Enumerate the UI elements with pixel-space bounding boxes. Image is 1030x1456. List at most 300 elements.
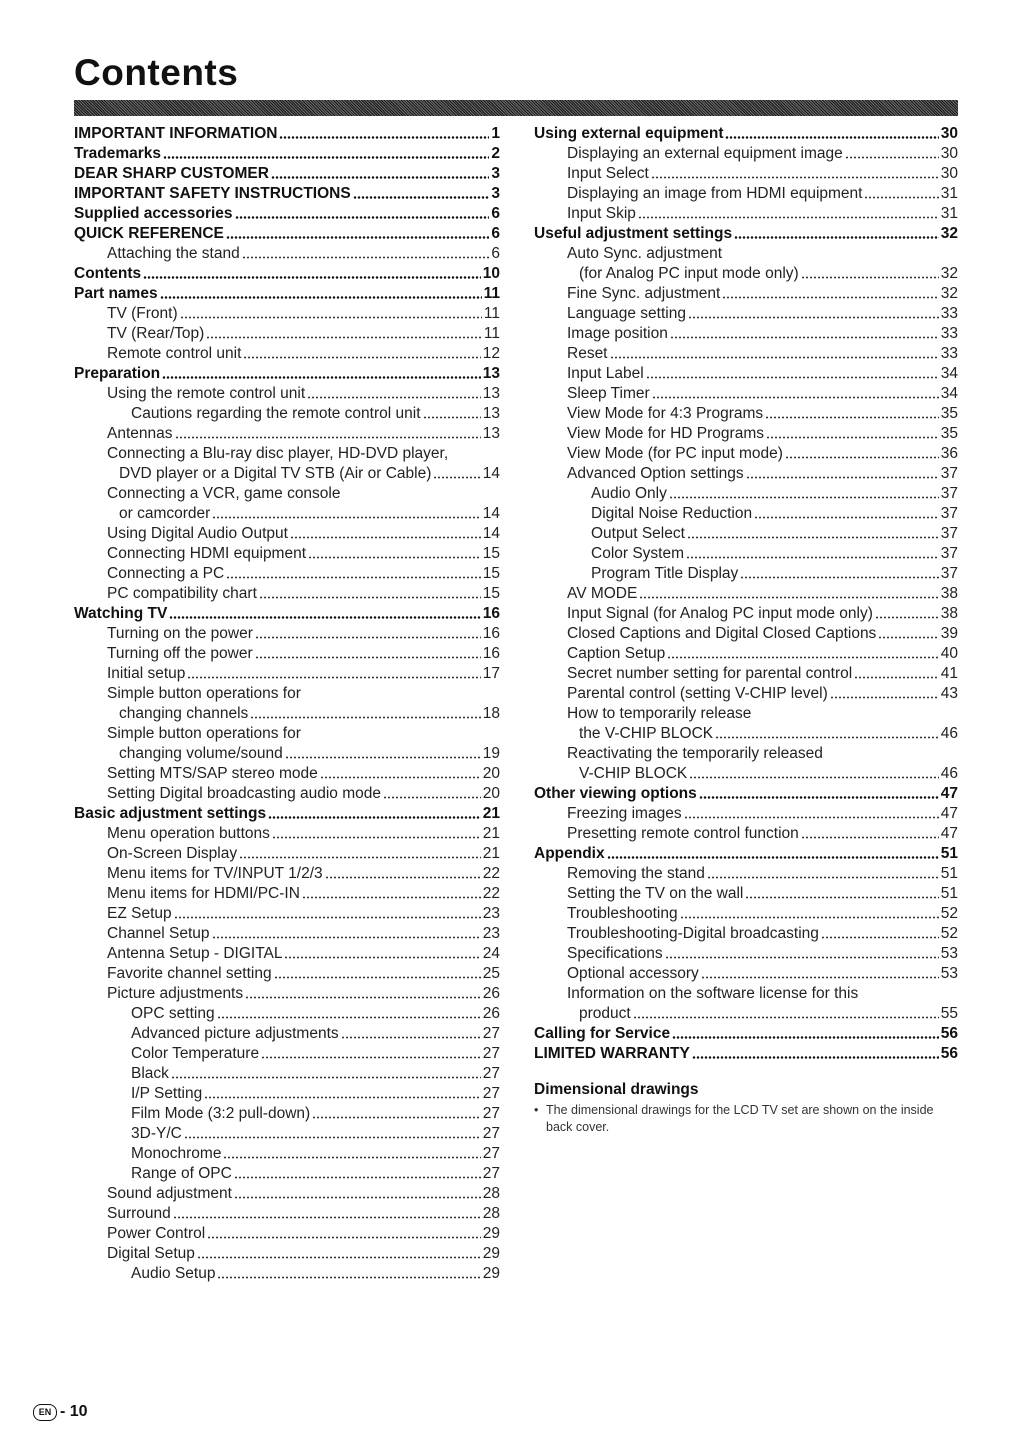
dot-leader [651, 176, 939, 179]
toc-entry-title: or camcorder [119, 505, 211, 522]
toc-entry-title: Digital Setup [107, 1245, 195, 1262]
toc-entry-page: 46 [940, 725, 958, 742]
toc-entry-title: Other viewing options [534, 785, 697, 802]
toc-subentry [534, 664, 958, 684]
dot-leader [160, 296, 482, 299]
toc-section-entry [74, 124, 500, 144]
toc-section-entry [74, 204, 500, 224]
toc-entry-title: Fine Sync. adjustment [567, 285, 721, 302]
toc-entry-title: Advanced Option settings [567, 465, 744, 482]
toc-subentry [534, 164, 958, 184]
toc-entry-page: 13 [482, 365, 500, 382]
title-rule-bar [74, 100, 958, 116]
toc-entry-title: Turning on the power [107, 625, 253, 642]
dot-leader [633, 1016, 939, 1019]
toc-subentry [74, 684, 500, 704]
toc-entry-page: 22 [482, 885, 500, 902]
dot-leader [854, 676, 939, 679]
toc-subentry [534, 424, 958, 444]
toc-entry-title: Color Temperature [131, 1045, 260, 1062]
toc-entry-page: 30 [940, 125, 958, 142]
toc-subentry [534, 744, 958, 764]
dot-leader [255, 636, 481, 639]
dot-leader [765, 416, 939, 419]
toc-entry-title: Program Title Display [591, 565, 739, 582]
toc-subentry [74, 1004, 500, 1024]
toc-entry-page: 27 [482, 1025, 500, 1042]
toc-entry-page: 37 [940, 485, 958, 502]
toc-entry-title: Using Digital Audio Output [107, 525, 288, 542]
toc-entry-page: 28 [482, 1185, 500, 1202]
toc-entry-title: Setting MTS/SAP stereo mode [107, 765, 318, 782]
dot-leader [689, 776, 938, 779]
toc-entry-page: 46 [940, 765, 958, 782]
toc-subentry [534, 184, 958, 204]
toc-entry-page: 47 [940, 825, 958, 842]
dot-leader [285, 756, 481, 759]
toc-entry-page: 21 [482, 825, 500, 842]
toc-entry-page: 43 [940, 685, 958, 702]
dot-leader [684, 816, 939, 819]
toc-section-entry [74, 264, 500, 284]
toc-entry-page: 23 [482, 925, 500, 942]
toc-entry-title: Input Label [567, 365, 644, 382]
toc-section-entry [74, 184, 500, 204]
toc-entry-page: 51 [940, 845, 958, 862]
dot-leader [801, 276, 939, 279]
toc-entry-page: 14 [482, 465, 500, 482]
toc-entry-page: 34 [940, 385, 958, 402]
toc-entry-page: 40 [940, 645, 958, 662]
toc-subentry [74, 344, 500, 364]
toc-entry-page: 29 [482, 1225, 500, 1242]
dot-leader [652, 396, 939, 399]
toc-entry-title: QUICK REFERENCE [74, 225, 224, 242]
dot-leader [680, 916, 939, 919]
toc-entry-page: 20 [482, 765, 500, 782]
toc-entry-title: Attaching the stand [107, 245, 240, 262]
toc-section-entry [534, 124, 958, 144]
toc-entry-page: 39 [940, 625, 958, 642]
toc-subentry [74, 984, 500, 1004]
toc-entry-title: Information on the software license for this [567, 985, 859, 1002]
dot-leader [670, 336, 939, 339]
toc-entry-page: 34 [940, 365, 958, 382]
toc-subentry [74, 404, 500, 424]
toc-entry-title: Secret number setting for parental control [567, 665, 853, 682]
toc-subentry [74, 1084, 500, 1104]
dot-leader [261, 1056, 481, 1059]
toc-entry-page: 19 [482, 745, 500, 762]
toc-subentry [534, 364, 958, 384]
toc-entry-title: IMPORTANT INFORMATION [74, 125, 278, 142]
toc-subentry [74, 1104, 500, 1124]
toc-entry-page: 3 [491, 165, 500, 182]
toc-entry-page: 27 [482, 1045, 500, 1062]
toc-entry-page: 51 [940, 865, 958, 882]
toc-entry-title: Initial setup [107, 665, 186, 682]
dot-leader [715, 736, 939, 739]
toc-entry-title: Menu items for TV/INPUT 1/2/3 [107, 865, 323, 882]
toc-section-entry [74, 164, 500, 184]
toc-subentry [534, 384, 958, 404]
dot-leader [234, 1176, 481, 1179]
dot-leader [197, 1256, 481, 1259]
dot-leader [272, 836, 481, 839]
toc-entry-title: On-Screen Display [107, 845, 238, 862]
toc-subentry [74, 784, 500, 804]
dot-leader [325, 876, 481, 879]
dot-leader [207, 1236, 481, 1239]
toc-subentry [534, 484, 958, 504]
toc-entry-title: Setting the TV on the wall [567, 885, 744, 902]
toc-subentry [74, 744, 500, 764]
toc-entry-page: 29 [482, 1265, 500, 1282]
toc-subentry [74, 484, 500, 504]
toc-entry-title: Using external equipment [534, 125, 724, 142]
dot-leader [243, 356, 480, 359]
toc-entry-page: 53 [940, 945, 958, 962]
toc-entry-title: Power Control [107, 1225, 206, 1242]
toc-subentry [74, 1044, 500, 1064]
toc-subentry [74, 1064, 500, 1084]
dot-leader [878, 636, 938, 639]
toc-entry-page: 3 [491, 185, 500, 202]
toc-entry-page: 16 [482, 645, 500, 662]
toc-entry-page: 28 [482, 1205, 500, 1222]
dot-leader [672, 1036, 939, 1039]
toc-entry-page: 38 [940, 605, 958, 622]
toc-entry-title: Appendix [534, 845, 605, 862]
toc-entry-title: Cautions regarding the remote control unit [131, 405, 421, 422]
toc-entry-title: View Mode (for PC input mode) [567, 445, 783, 462]
dot-leader [163, 156, 489, 159]
dot-leader [235, 216, 490, 219]
dot-leader [239, 856, 481, 859]
toc-entry-page: 15 [482, 565, 500, 582]
dot-leader [875, 616, 939, 619]
toc-section-entry [74, 224, 500, 244]
toc-entry-title: Audio Only [591, 485, 667, 502]
toc-subentry [74, 464, 500, 484]
toc-subentry [534, 204, 958, 224]
toc-entry-title: DEAR SHARP CUSTOMER [74, 165, 269, 182]
toc-subentry [534, 904, 958, 924]
toc-subentry [534, 584, 958, 604]
dot-leader [725, 136, 938, 139]
toc-entry-title: View Mode for 4:3 Programs [567, 405, 764, 422]
toc-entry-title: LIMITED WARRANTY [534, 1045, 690, 1062]
dot-leader [312, 1116, 481, 1119]
toc-entry-title: Preparation [74, 365, 161, 382]
dot-leader [173, 1216, 481, 1219]
toc-entry-page: 52 [940, 925, 958, 942]
toc-subentry [534, 564, 958, 584]
page-title: Contents [74, 52, 239, 93]
toc-subentry [74, 864, 500, 884]
dot-leader [234, 1196, 481, 1199]
toc-entry-title: Connecting a Blu-ray disc player, HD-DVD player, [107, 445, 449, 462]
toc-entry-page: 13 [482, 385, 500, 402]
toc-subentry [74, 244, 500, 264]
toc-subentry [74, 664, 500, 684]
dot-leader [845, 156, 939, 159]
toc-subentry [74, 1144, 500, 1164]
toc-subentry [534, 604, 958, 624]
toc-right-entries [534, 124, 958, 1064]
toc-subentry [74, 1244, 500, 1264]
toc-subentry [534, 504, 958, 524]
toc-entry-title: Turning off the power [107, 645, 253, 662]
toc-entry-title: Troubleshooting [567, 905, 678, 922]
dot-leader [175, 436, 481, 439]
toc-entry-page: 27 [482, 1125, 500, 1142]
dot-leader [302, 896, 481, 899]
dot-leader [290, 536, 481, 539]
dot-leader [686, 556, 939, 559]
toc-entry-page: 11 [483, 285, 500, 302]
toc-entry-title: IMPORTANT SAFETY INSTRUCTIONS [74, 185, 351, 202]
toc-subentry [74, 964, 500, 984]
toc-entry-title: Monochrome [131, 1145, 222, 1162]
toc-entry-page: 27 [482, 1065, 500, 1082]
toc-subentry [74, 1164, 500, 1184]
dot-leader [433, 476, 480, 479]
page-number: - 10 [60, 1403, 88, 1420]
toc-entry-title: changing volume/sound [119, 745, 283, 762]
toc-entry-title: Output Select [591, 525, 685, 542]
toc-section-entry [74, 364, 500, 384]
bullet-icon: • [534, 1103, 539, 1117]
toc-subentry [74, 904, 500, 924]
toc-entry-title: Remote control unit [107, 345, 242, 362]
toc-entry-page: 36 [940, 445, 958, 462]
dot-leader [180, 316, 482, 319]
dot-leader [766, 436, 939, 439]
toc-entry-page: 6 [491, 205, 500, 222]
toc-entry-title: Calling for Service [534, 1025, 671, 1042]
toc-entry-title: Surround [107, 1205, 171, 1222]
toc-entry-page: 26 [482, 985, 500, 1002]
toc-entry-title: Menu items for HDMI/PC-IN [107, 885, 300, 902]
toc-entry-title: Presetting remote control function [567, 825, 799, 842]
toc-entry-page: 14 [482, 505, 500, 522]
toc-subentry [534, 924, 958, 944]
toc-entry-page: 55 [940, 1005, 958, 1022]
dot-leader [204, 1096, 481, 1099]
toc-subentry [74, 644, 500, 664]
toc-entry-page: 27 [482, 1085, 500, 1102]
toc-entry-page: 30 [940, 145, 958, 162]
page-footer [33, 1403, 88, 1421]
toc-subentry [74, 944, 500, 964]
toc-subentry [534, 324, 958, 344]
toc-entry-title: Watching TV [74, 605, 168, 622]
toc-entry-title: How to temporarily release [567, 705, 752, 722]
toc-entry-title: changing channels [119, 705, 249, 722]
toc-entry-title: I/P Setting [131, 1085, 203, 1102]
toc-section-entry [74, 144, 500, 164]
toc-entry-page: 17 [482, 665, 500, 682]
toc-entry-page: 14 [482, 525, 500, 542]
toc-entry-title: Trademarks [74, 145, 162, 162]
toc-entry-page: 2 [491, 145, 500, 162]
dot-leader [169, 616, 480, 619]
dot-leader [665, 956, 939, 959]
toc-entry-title: Black [131, 1065, 169, 1082]
toc-subentry [534, 444, 958, 464]
dot-leader [274, 976, 481, 979]
toc-entry-title: Digital Noise Reduction [591, 505, 753, 522]
toc-entry-title: Contents [74, 265, 142, 282]
toc-entry-title: OPC setting [131, 1005, 215, 1022]
toc-entry-title: Antenna Setup - DIGITAL [107, 945, 283, 962]
dot-leader [821, 936, 939, 939]
toc-entry-title: the V-CHIP BLOCK [579, 725, 714, 742]
toc-entry-title: Supplied accessories [74, 205, 233, 222]
toc-entry-page: 15 [482, 545, 500, 562]
dot-leader [242, 256, 490, 259]
toc-entry-page: 35 [940, 425, 958, 442]
toc-section-entry [74, 604, 500, 624]
toc-entry-page: 37 [940, 565, 958, 582]
toc-entry-title: Simple button operations for [107, 725, 301, 742]
dot-leader [174, 916, 481, 919]
toc-subentry [74, 544, 500, 564]
toc-entry-title: Specifications [567, 945, 663, 962]
toc-entry-page: 37 [940, 505, 958, 522]
toc-subentry [534, 704, 958, 724]
toc-section-entry [534, 224, 958, 244]
toc-entry-page: 56 [940, 1045, 958, 1062]
dot-leader [245, 996, 481, 999]
toc-subentry [74, 524, 500, 544]
toc-entry-page: 10 [482, 265, 500, 282]
toc-entry-title: 3D-Y/C [131, 1125, 182, 1142]
toc-entry-page: 21 [482, 845, 500, 862]
toc-entry-title: Menu operation buttons [107, 825, 270, 842]
language-badge-icon: EN [33, 1404, 57, 1421]
dot-leader [255, 656, 481, 659]
dot-leader [740, 576, 938, 579]
dot-leader [830, 696, 939, 699]
dot-leader [226, 236, 490, 239]
dot-leader [722, 296, 938, 299]
dot-leader [864, 196, 938, 199]
dot-leader [707, 876, 939, 879]
toc-entry-page: 47 [940, 785, 958, 802]
toc-entry-page: 37 [940, 465, 958, 482]
dot-leader [184, 1136, 481, 1139]
toc-entry-page: 15 [482, 585, 500, 602]
dot-leader [250, 716, 480, 719]
toc-entry-page: 21 [482, 805, 500, 822]
toc-entry-page: 35 [940, 405, 958, 422]
toc-subentry [534, 724, 958, 744]
toc-entry-page: 37 [940, 545, 958, 562]
dot-leader [143, 276, 481, 279]
toc-subentry [74, 1184, 500, 1204]
dot-leader [217, 1016, 481, 1019]
toc-entry-title: Range of OPC [131, 1165, 232, 1182]
toc-subentry [534, 764, 958, 784]
toc-subentry [534, 464, 958, 484]
dot-leader [223, 1156, 480, 1159]
toc-subentry [74, 504, 500, 524]
toc-section-entry [534, 1044, 958, 1064]
dimensional-drawings-note [534, 1102, 958, 1136]
toc-subentry [74, 424, 500, 444]
toc-entry-page: 56 [940, 1025, 958, 1042]
toc-entry-title: Input Signal (for Analog PC input mode only) [567, 605, 873, 622]
toc-subentry [74, 924, 500, 944]
toc-entry-title: Favorite channel setting [107, 965, 272, 982]
dot-leader [687, 536, 939, 539]
toc-entry-title: View Mode for HD Programs [567, 425, 764, 442]
dot-leader [320, 776, 481, 779]
dot-leader [669, 496, 939, 499]
toc-entry-title: Parental control (setting V-CHIP level) [567, 685, 828, 702]
dot-leader [271, 176, 489, 179]
toc-section-entry [74, 804, 500, 824]
dot-leader [279, 136, 489, 139]
toc-entry-page: 11 [483, 325, 500, 342]
dot-leader [688, 316, 939, 319]
toc-subentry [74, 1204, 500, 1224]
toc-subentry [74, 704, 500, 724]
toc-entry-page: 31 [940, 185, 958, 202]
dot-leader [801, 836, 939, 839]
toc-entry-title: TV (Front) [107, 305, 178, 322]
toc-entry-page: 29 [482, 1245, 500, 1262]
toc-entry-page: 27 [482, 1105, 500, 1122]
toc-entry-page: 13 [482, 405, 500, 422]
toc-entry-title: V-CHIP BLOCK [579, 765, 688, 782]
toc-entry-page: 23 [482, 905, 500, 922]
toc-subentry [74, 444, 500, 464]
toc-entry-title: Using the remote control unit [107, 385, 306, 402]
toc-entry-title: Displaying an image from HDMI equipment [567, 185, 863, 202]
toc-entry-title: Picture adjustments [107, 985, 244, 1002]
toc-subentry [534, 244, 958, 264]
toc-section-entry [534, 784, 958, 804]
toc-subentry [534, 884, 958, 904]
toc-section-entry [534, 1024, 958, 1044]
toc-entry-title: Optional accessory [567, 965, 699, 982]
dot-leader [746, 476, 939, 479]
toc-entry-page: 25 [482, 965, 500, 982]
toc-subentry [534, 1004, 958, 1024]
toc-entry-page: 37 [940, 525, 958, 542]
toc-entry-page: 20 [482, 785, 500, 802]
toc-entry-title: Useful adjustment settings [534, 225, 733, 242]
toc-subentry [534, 824, 958, 844]
toc-entry-title: product [579, 1005, 631, 1022]
toc-subentry [534, 624, 958, 644]
toc-entry-title: Image position [567, 325, 668, 342]
toc-entry-page: 27 [482, 1165, 500, 1182]
dot-leader [607, 856, 939, 859]
toc-entry-title: Film Mode (3:2 pull-down) [131, 1105, 311, 1122]
toc-subentry [534, 684, 958, 704]
toc-entry-page: 13 [482, 425, 500, 442]
toc-subentry [74, 564, 500, 584]
toc-entry-page: 51 [940, 885, 958, 902]
toc-entry-page: 33 [940, 305, 958, 322]
dot-leader [383, 796, 481, 799]
dot-leader [701, 976, 939, 979]
toc-entry-title: Caption Setup [567, 645, 666, 662]
